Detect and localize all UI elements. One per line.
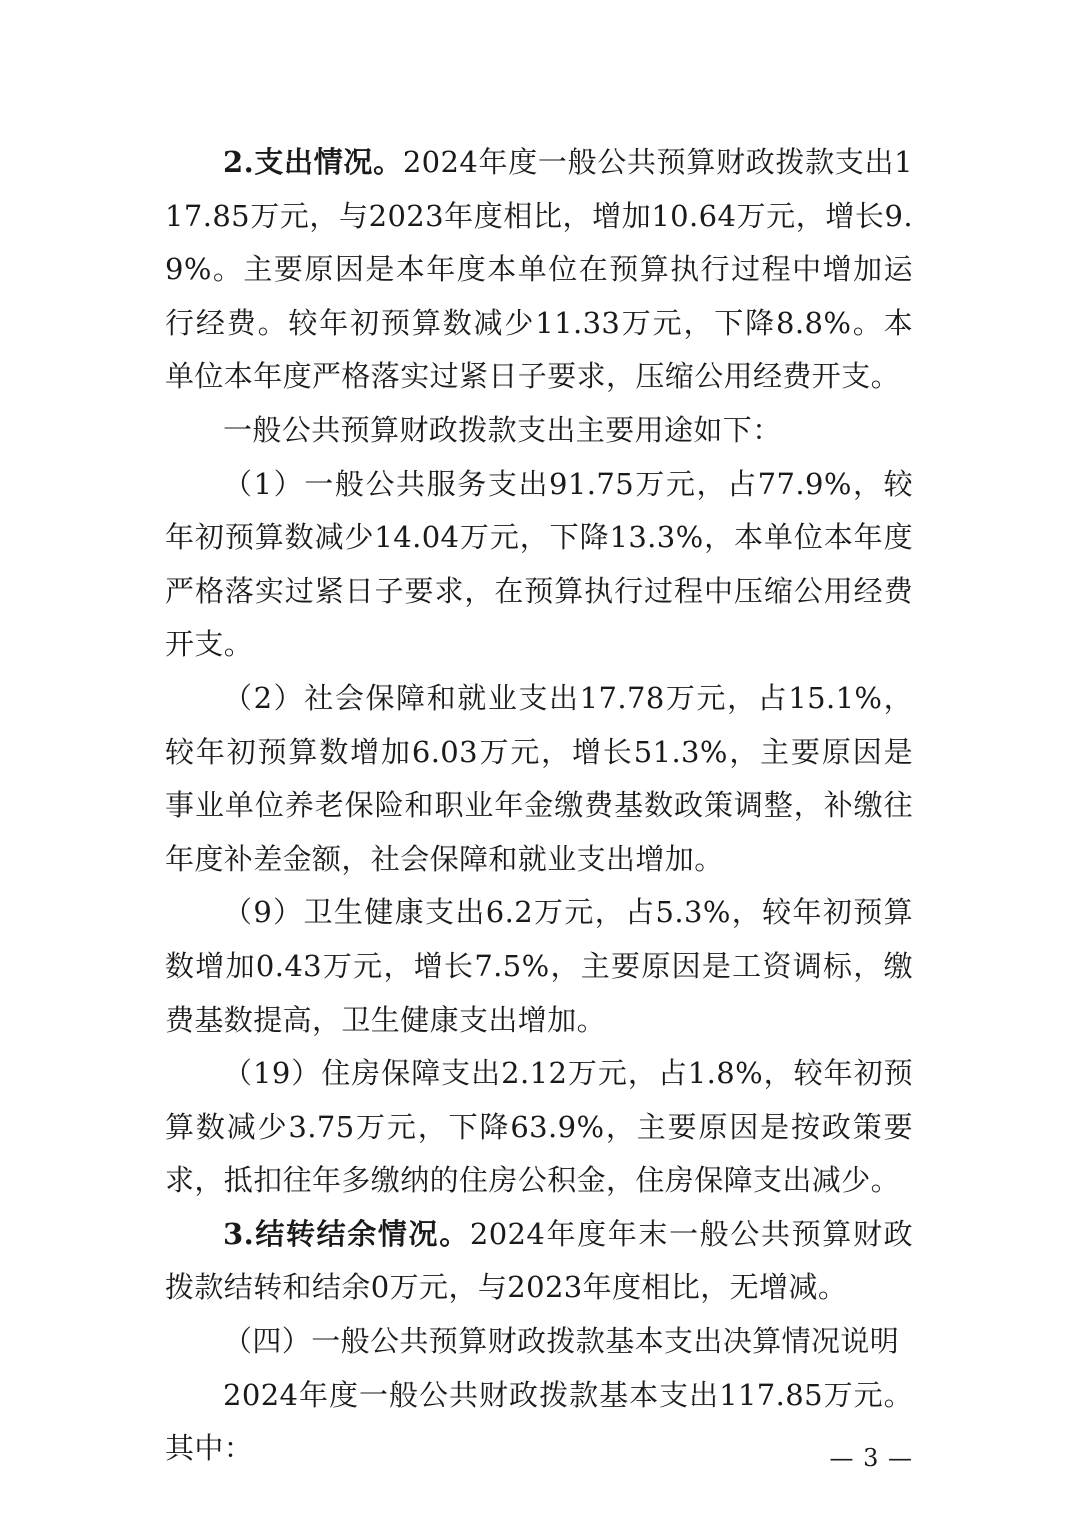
page-number: — 3 — xyxy=(829,1444,913,1472)
paragraph-text: （19）住房保障支出2.12万元，占1.8%，较年初预算数减少3.75万元，下降63.9%，主要原因是按政策要求，抵扣往年多缴纳的住房公积金，住房保障支出减少。 xyxy=(165,1056,913,1198)
paragraph-item-9 xyxy=(165,886,913,1047)
paragraph-item-1 xyxy=(165,458,913,672)
section-heading: 2.支出情况。 xyxy=(223,145,403,179)
paragraph-text: （9）卫生健康支出6.2万元，占5.3%，较年初预算数增加0.43万元，增长7.5%，主要原因是工资调标，缴费基数提高，卫生健康支出增加。 xyxy=(165,895,913,1037)
paragraph-text: 一般公共预算财政拨款支出主要用途如下： xyxy=(223,412,782,447)
paragraph-item-19 xyxy=(165,1047,913,1208)
paragraph-text: 2024年度一般公共财政拨款基本支出117.85万元。其中： xyxy=(165,1377,913,1466)
paragraph-carryover xyxy=(165,1208,913,1315)
paragraph-expenditure xyxy=(165,136,913,404)
paragraph-item-2 xyxy=(165,672,913,886)
paragraph-usage-intro xyxy=(165,404,913,458)
paragraph-section-4-heading xyxy=(165,1315,913,1369)
section-heading: （四）一般公共预算财政拨款基本支出决算情况说明 xyxy=(223,1324,900,1359)
paragraph-text: 2024年度年末一般公共预算财政拨款结转和结余0万元，与2023年度相比，无增减。 xyxy=(165,1216,913,1305)
paragraph-text: 2024年度一般公共预算财政拨款支出117.85万元，与2023年度相比，增加10.64万元，增长9.9%。主要原因是本年度本单位在预算执行过程中增加运行经费。较年初预算数减少11.33万元，下降8.8%。本单位本年度严格落实过紧日子要求，压缩公用经费开支。 xyxy=(165,145,913,394)
section-heading: 3.结转结余情况。 xyxy=(223,1216,470,1251)
paragraph-text: （1）一般公共服务支出91.75万元，占77.9%，较年初预算数减少14.04万元，下降13.3%，本单位本年度严格落实过紧日子要求，在预算执行过程中压缩公用经费开支。 xyxy=(165,466,913,662)
body-text xyxy=(165,136,913,1476)
paragraph-basic-expenditure xyxy=(165,1369,913,1476)
paragraph-text: （2）社会保障和就业支出17.78万元，占15.1%，较年初预算数增加6.03万元，增长51.3%，主要原因是事业单位养老保险和职业年金缴费基数政策调整，补缴往年度补差金额，社会保障和就业支出增加。 xyxy=(165,680,913,876)
